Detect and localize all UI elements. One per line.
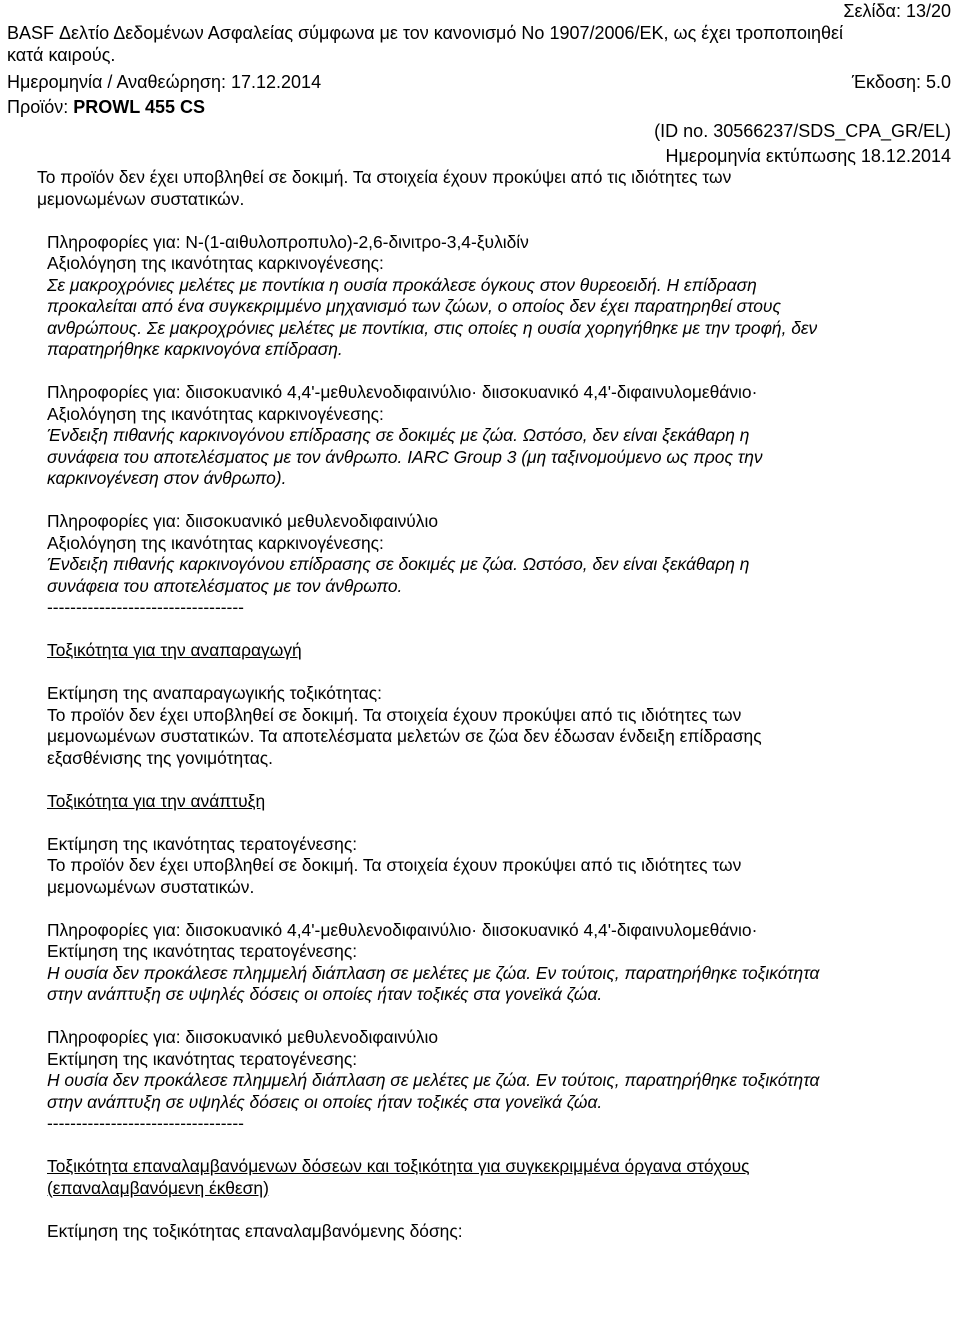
info-for: Πληροφορίες για: διισοκυανικό μεθυλενοδιφαινύλιο	[47, 511, 439, 531]
section-title: Τοξικότητα επαναλαμβανόμενων δόσεων και τοξικότητα για συγκεκριμμένα όργανα στόχους	[47, 1156, 750, 1176]
body-text: συνάφεια του αποτελέσματος με τον άνθρωπο.	[47, 575, 403, 596]
body-text: προκαλείται από ένα συγκεκριμμένο μηχανισμό των ζώων, ο οποίος δεν έχει παρατηρηθεί στους	[47, 296, 781, 316]
body-text: καρκινογένεση στον άνθρωπο).	[47, 468, 287, 488]
version: Έκδοση: 5.0	[851, 72, 951, 92]
body-text: παρατηρήθηκε καρκινογόνα επίδραση.	[47, 339, 343, 359]
section-title: Τοξικότητα για την αναπαραγωγή	[47, 640, 302, 660]
assessment-heading: Αξιολόγηση της ικανότητας καρκινογένεσης:	[47, 403, 384, 424]
section-divider: ----------------------------------	[47, 1113, 244, 1133]
section-title-continuation: (επαναλαμβανόμενη έκθεση)	[47, 1177, 269, 1198]
body-text: Το προϊόν δεν έχει υποβληθεί σε δοκιμή. Τα στοιχεία έχουν προκύψει από τις ιδιότητες των	[47, 855, 742, 875]
body-text: μεμονωμένων συστατικών.	[47, 876, 255, 897]
body-text: μεμονωμένων συστατικών. Τα αποτελέσματα μελετών σε ζώα δεν έδωσαν ένδειξη επίδρασης	[47, 726, 762, 746]
revision-date: Ημερομηνία / Αναθεώρηση: 17.12.2014	[7, 72, 322, 92]
assessment-heading: Αξιολόγηση της ικανότητας καρκινογένεσης:	[47, 253, 384, 273]
product-name: PROWL 455 CS	[73, 97, 205, 117]
section-title: Τοξικότητα για την ανάπτυξη	[47, 790, 266, 811]
page-number: Σελίδα: 13/20	[843, 1, 951, 21]
info-for: Πληροφορίες για: διισοκυανικό μεθυλενοδιφαινύλιο	[47, 1027, 439, 1047]
id-number: (ID no. 30566237/SDS_CPA_GR/EL)	[654, 121, 951, 141]
print-date: Ημερομηνία εκτύπωσης 18.12.2014	[665, 146, 951, 166]
product-label: Προϊόν:	[7, 97, 69, 117]
body-text: Το προϊόν δεν έχει υποβληθεί σε δοκιμή. Τα στοιχεία έχουν προκύψει από τις ιδιότητες των	[37, 167, 732, 187]
body-text: Η ουσία δεν προκάλεσε πλημμελή διάπλαση σε μελέτες με ζώα. Εν τούτοις, παρατηρήθηκε τοξικότητα	[47, 962, 820, 983]
info-for: Πληροφορίες για: διισοκυανικό 4,4'-μεθυλενοδιφαινύλιο· διισοκυανικό 4,4'-διφαινυλομεθάνιο·	[47, 382, 758, 402]
body-text: μεμονωμένων συστατικών.	[37, 188, 245, 209]
assessment-heading: Εκτίμηση της ικανότητας τερατογένεσης:	[47, 833, 358, 854]
body-text: στην ανάπτυξη σε υψηλές δόσεις οι οποίες ήταν τοξικές στα γονεϊκά ζώα.	[47, 1091, 603, 1112]
info-for: Πληροφορίες για: διισοκυανικό 4,4'-μεθυλενοδιφαινύλιο· διισοκυανικό 4,4'-διφαινυλομεθάνιο·	[47, 919, 758, 940]
body-text: στην ανάπτυξη σε υψηλές δόσεις οι οποίες ήταν τοξικές στα γονεϊκά ζώα.	[47, 984, 603, 1004]
body-text: συνάφεια του αποτελέσματος με τον άνθρωπο. IARC Group 3 (μη ταξινομούμενο ως προς την	[47, 446, 763, 467]
body-text: Ένδειξη πιθανής καρκινογόνου επίδρασης σε δοκιμές με ζώα. Ωστόσο, δεν είναι ξεκάθαρη η	[47, 425, 750, 445]
assessment-heading: Αξιολόγηση της ικανότητας καρκινογένεσης:	[47, 532, 384, 553]
body-text: Το προϊόν δεν έχει υποβληθεί σε δοκιμή. Τα στοιχεία έχουν προκύψει από τις ιδιότητες των	[47, 704, 742, 725]
body-text: ανθρώπους. Σε μακροχρόνιες μελέτες με ποντίκια, στις οποίες η ουσία χορηγήθηκε με την τροφή, δεν	[47, 317, 818, 338]
body-text: Ένδειξη πιθανής καρκινογόνου επίδρασης σε δοκιμές με ζώα. Ωστόσο, δεν είναι ξεκάθαρη η	[47, 554, 750, 574]
body-text: εξασθένισης της γονιμότητας.	[47, 747, 274, 768]
section-divider: ----------------------------------	[47, 597, 244, 617]
document-title: BASF Δελτίο Δεδομένων Ασφαλείας σύμφωνα με τον κανονισμό Νο 1907/2006/ΕΚ, ως έχει τροποποιηθεί	[7, 23, 844, 43]
assessment-heading: Εκτίμηση της τοξικότητας επαναλαμβανόμενης δόσης:	[47, 1220, 463, 1241]
assessment-heading: Εκτίμηση της ικανότητας τερατογένεσης:	[47, 1048, 358, 1069]
info-for: Πληροφορίες για: N-(1-αιθυλοπροπυλο)-2,6-δινιτρο-3,4-ξυλιδίν	[47, 231, 529, 252]
body-text: Σε μακροχρόνιες μελέτες με ποντίκια η ουσία προκάλεσε όγκους στον θυρεοειδή. Η επίδραση	[47, 274, 757, 295]
document-body	[37, 167, 947, 1242]
assessment-heading: Εκτίμηση της ικανότητας τερατογένεσης:	[47, 941, 358, 961]
assessment-heading: Εκτίμηση της αναπαραγωγικής τοξικότητας:	[47, 683, 382, 703]
body-text: Η ουσία δεν προκάλεσε πλημμελή διάπλαση σε μελέτες με ζώα. Εν τούτοις, παρατηρήθηκε τοξικότητα	[47, 1070, 820, 1090]
document-title-continuation: κατά καιρούς.	[7, 45, 116, 65]
product-line	[7, 96, 205, 118]
